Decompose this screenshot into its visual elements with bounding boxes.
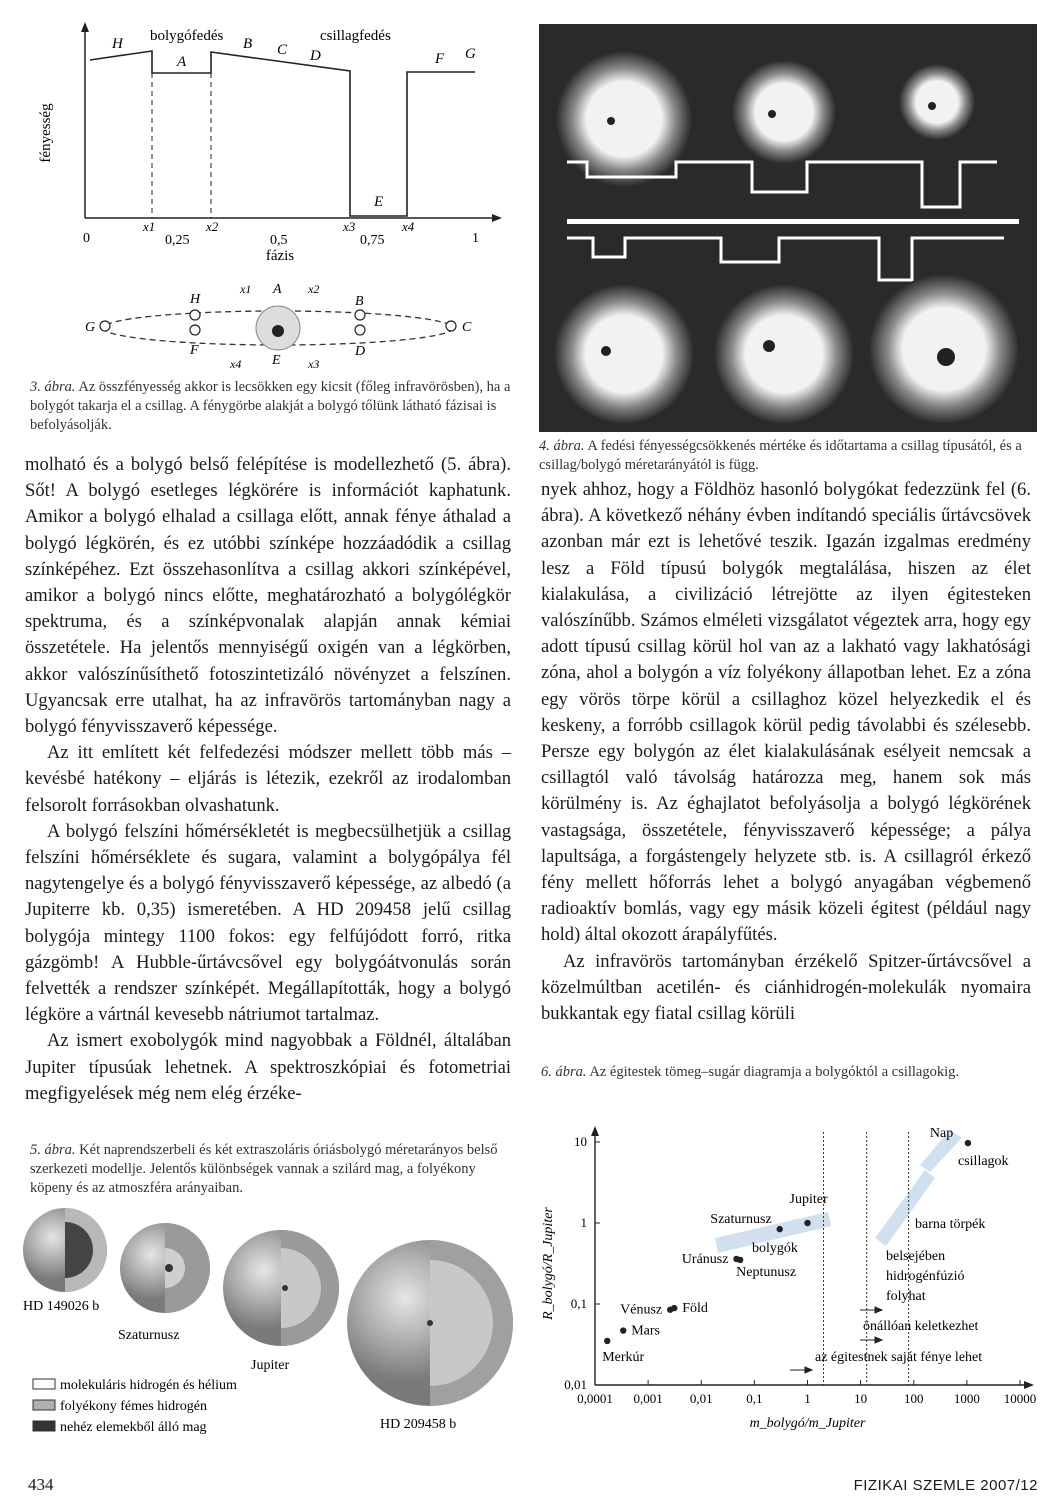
- paragraph: Az itt említett két felfedezési módszer mellett több más – kevésbé hatékony – eljárás is létezik, ezekről az irodalomban felsorolt forrásokban olvashatunk.: [25, 742, 511, 816]
- paragraph: A bolygó felszíni hőmérsékletét is megbecsülhetjük a csillag felszíni hőmérséklete és sugara, valamint a bolygópálya fél nagytengelye és a bolygó fényvisszaverő képessége, az albedó (a Jupiterre kb. 0,35) ismeretében. A HD 209458 jelű csillag bolygója mintegy 1100 fokos: egy felfújódott forró, ritka gázgömb! A Hubble-űrtávcsővel egy bolygóátvonulás során felvették a rendszer színképét. Megállapították, hogy a bolygó légköre a vártnál kevesebb nátriumot tartalmaz.: [25, 820, 511, 1026]
- data-point-label: Neptunusz: [736, 1264, 797, 1280]
- label-onallo: önállóan keletkezhet: [863, 1319, 979, 1334]
- tick-x2: x2: [206, 219, 219, 234]
- x-axis-title: m_bolygó/m_Jupiter: [749, 1416, 866, 1431]
- mass-radius-chart: [530, 1120, 1040, 1450]
- tick-0: 0: [83, 231, 90, 246]
- x-tick-label: 0,0001: [577, 1391, 613, 1406]
- paragraph: Az infravörös tartományban érzékelő Spitzer-űrtávcsővel a közelmúltban acetilén- és ciánhidrogén-molekulák nyomaira bukkantak egy fiatal csillag körüli: [541, 950, 1031, 1025]
- tick-x4: x4: [402, 219, 415, 234]
- svg-text:x1: x1: [240, 282, 252, 296]
- svg-text:E: E: [272, 353, 281, 368]
- label-transit: bolygófedés: [150, 28, 224, 44]
- x-tick-label: 1: [804, 1391, 811, 1406]
- figure-3-caption: 3. ábra. Az összfényesség akkor is lecsökken egy kicsit (főleg infravörösben), ha a bolygót takarja el a csillag. A fénygörbe alakját a bolygó tőlünk látható fázisai is befolyásolják.: [30, 379, 511, 433]
- tick-x3: x3: [343, 219, 356, 234]
- page-number: 434: [28, 1475, 54, 1494]
- x-tick-label: 10000: [1003, 1391, 1037, 1406]
- svg-text:x4: x4: [230, 357, 242, 371]
- figure-6: [530, 1120, 1040, 1450]
- point-C: C: [277, 42, 288, 58]
- data-point-label: Föld: [682, 1301, 708, 1317]
- y-axis-arrow: [591, 1126, 599, 1136]
- data-point: [777, 1226, 783, 1232]
- x-tick-label: 1000: [953, 1391, 980, 1406]
- y-tick-label: 0,1: [570, 1296, 587, 1311]
- data-point: [965, 1140, 971, 1146]
- svg-text:C: C: [462, 320, 472, 335]
- figure-5: [18, 1200, 518, 1440]
- label-sajat: az égitestnek saját fénye lehet: [815, 1350, 983, 1365]
- legend-item: molekuláris hidrogén és hélium: [60, 1378, 237, 1393]
- data-point-label: Szaturnusz: [710, 1212, 772, 1228]
- svg-text:B: B: [355, 294, 364, 309]
- point-B: B: [243, 36, 253, 52]
- svg-text:F: F: [190, 343, 199, 358]
- paragraph: molható és a bolygó belső felépítése is modellezhető (5. ábra). Sőt! A bolygó esetleges légkörére is információt kaphatunk. Amikor a bolygó elhalad a csillaga előtt, annak fénye áthalad a bolygó légkörén, és ez utóbbi színképe hozzáadódik a csillag színképéhez. Ezt összehasonlítva a csillag akkori színképével, amikor a bolygó nincs előtte, meghatározható a bolygólégkör spektruma, és a színképvonalak alapján annak kémiai összetétele. Ha jelentős mennyiségű oxigén van a légkörben, akkor valószínűsíthető fotoszintetizáló növényzet a felszínen. Ugyancsak erre utalhat, ha az infravörös tartományban nagy a bolygó fényvisszaverő képessége.: [25, 454, 511, 738]
- figure-4-caption: 4. ábra. A fedési fényességcsökkenés mértéke és időtartama a csillag típusától, és a csillag/bolygó méretarányától is függ.: [539, 438, 1022, 473]
- x-tick-label: 10: [854, 1391, 868, 1406]
- x-axis-label: fázis: [265, 248, 295, 264]
- figure-6-caption: 6. ábra. Az égitestek tömeg–sugár diagramja a bolygóktól a csillagokig.: [541, 1064, 960, 1080]
- data-point: [737, 1257, 743, 1263]
- point-A: A: [177, 54, 187, 70]
- data-point: [671, 1305, 677, 1311]
- y-tick-label: 10: [574, 1134, 587, 1149]
- x-tick-label: 0,001: [633, 1391, 663, 1406]
- label-fuzio: hidrogénfúzió: [886, 1269, 965, 1284]
- data-point-label: Nap: [929, 1126, 954, 1142]
- tick-05: 0,5: [270, 233, 288, 248]
- label-fuzio: belsejében: [886, 1249, 946, 1264]
- data-point: [604, 1338, 610, 1344]
- planet-label: Szaturnusz: [118, 1328, 180, 1343]
- eclipse-photo: [539, 24, 1037, 432]
- tick-075: 0,75: [360, 233, 385, 248]
- tick-025: 0,25: [165, 233, 190, 248]
- svg-text:x2: x2: [308, 282, 320, 296]
- paragraph: Az ismert exobolygók mind nagyobbak a Földnél, általában Jupiter típusúak lehetnek. A spektroszkópiai és fotometriai megfigyelések még nem elég érzéke-: [25, 1030, 511, 1104]
- paragraph: nyek ahhoz, hogy a Földhöz hasonló bolygókat fedezzünk fel (6. ábra). A következő néhány évben indítandó speciális űrtávcsövek azonban már ezt is lehetővé teszik. Igazán izgalmas eredmény lesz a Föld típusú bolygók megtalálása, hiszen az élet kialakulása, a civilizáció létrejötte az ilyen égitesteken valószínűbb. Számos elméleti vizsgálatot végeztek arra, hogy egy adott típusú csillag körül hol van az a lakható vagy lakhatósági zóna, ahol a bolygón a víz folyékony állapotban lehet. Ez a zóna egy vörös törpe körül a csillaghoz közel helyezkedik el és keskeny, a forróbb csillagok körül pedig távolabbi és szélesebb. Persze egy bolygón az élet kialakulásának esélyeit nemcsak a csillagtól való távolság határozza meg, hanem sok más körülmény is. Az éghajlatot befolyásolja a bolygó légkörének vastagsága, összetétele, fényvisszaverő képessége; a pálya lapultsága, a forgástengely helyzete stb. is. A csillagról érkező fény mellett hőforrás lehet a bolygó anyagában végbemenő radioaktív bomlás, vagy egy másik közeli égitest (például nagy hold) által okozott árapályfűtés.: [541, 479, 1031, 946]
- planet-interiors: [18, 1200, 518, 1440]
- data-point-label: Vénusz: [620, 1302, 663, 1318]
- y-axis-title: R_bolygó/R_Jupiter: [541, 1207, 556, 1320]
- body-text-left: [25, 452, 511, 1107]
- x-tick-label: 0,01: [689, 1391, 713, 1406]
- svg-text:x3: x3: [308, 357, 320, 371]
- svg-text:G: G: [85, 320, 96, 335]
- point-G: G: [465, 46, 476, 62]
- label-fuzio: folyhat: [886, 1289, 926, 1304]
- planet-label: HD 149026 b: [23, 1299, 100, 1314]
- journal-name: FIZIKAI SZEMLE 2007/12: [853, 1477, 1038, 1494]
- svg-text:H: H: [190, 292, 201, 307]
- y-axis-label: fényesség: [38, 103, 54, 163]
- point-H: H: [112, 36, 123, 52]
- point-F: F: [435, 51, 445, 67]
- point-E: E: [374, 194, 384, 210]
- legend-item: folyékony fémes hidrogén: [60, 1399, 207, 1414]
- tick-x1: x1: [143, 219, 156, 234]
- tick-1: 1: [472, 231, 479, 246]
- body-text-right: [541, 477, 1031, 1027]
- point-D: D: [310, 48, 321, 64]
- x-axis-arrow: [1024, 1381, 1034, 1389]
- figure-4: [539, 24, 1037, 432]
- data-point-label: Jupiter: [789, 1192, 828, 1207]
- legend-item: nehéz elemekből álló mag: [60, 1420, 207, 1435]
- y-tick-label: 1: [580, 1215, 587, 1230]
- label-bolygok: bolygók: [752, 1241, 798, 1256]
- label-occultation: csillagfedés: [320, 28, 391, 44]
- data-point: [804, 1220, 810, 1226]
- y-tick-label: 0,01: [564, 1377, 587, 1392]
- label-barna: barna törpék: [915, 1217, 986, 1232]
- svg-text:A: A: [273, 282, 282, 297]
- figure-5-caption: 5. ábra. Két naprendszerbeli és két extraszoláris óriásbolygó méretarányos belső szerkezeti modellje. Jelentős különbségek vannak a szilárd mag, a folyékony köpeny és az atmoszféra arányaiban.: [30, 1142, 498, 1196]
- data-point-label: Mars: [631, 1323, 661, 1339]
- data-point-label: Merkúr: [602, 1349, 645, 1365]
- planet-label: HD 209458 b: [380, 1417, 457, 1432]
- svg-text:D: D: [355, 344, 366, 359]
- data-point-label: Uránusz: [681, 1251, 729, 1267]
- x-tick-label: 100: [904, 1391, 924, 1406]
- figure-3: [30, 18, 515, 378]
- light-curve-diagram: [30, 18, 515, 378]
- label-csillagok: csillagok: [958, 1154, 1009, 1169]
- x-tick-label: 0,1: [746, 1391, 763, 1406]
- planet-label: Jupiter: [251, 1358, 290, 1373]
- data-point: [620, 1327, 626, 1333]
